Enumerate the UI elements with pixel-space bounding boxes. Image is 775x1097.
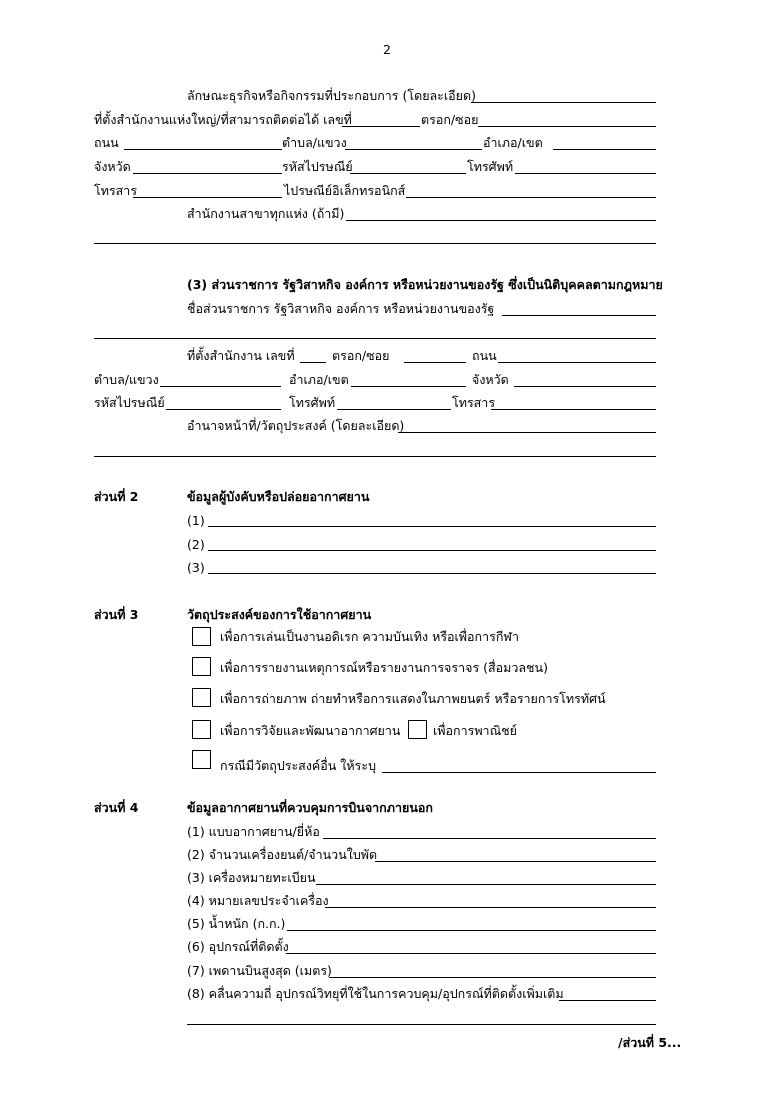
hq-province-label: จังหวัด: [94, 159, 131, 174]
weight-field[interactable]: [287, 930, 656, 931]
hq-district-field[interactable]: [553, 149, 656, 150]
max-altitude-field[interactable]: [329, 977, 656, 978]
part-3-label: ส่วนที่ 3: [94, 607, 139, 622]
gov-fax-field[interactable]: [491, 409, 656, 410]
gov-lane-label: ตรอก/ซอย: [332, 348, 390, 363]
gov-subdistrict-field[interactable]: [160, 386, 281, 387]
part-2-label: ส่วนที่ 2: [94, 489, 139, 504]
gov-province-label: จังหวัด: [472, 372, 509, 387]
gov-name-field-2[interactable]: [94, 338, 656, 339]
operator-3-field[interactable]: [208, 573, 656, 574]
hq-fax-field[interactable]: [133, 197, 282, 198]
frequency-label: (8) คลื่นความถี่ อุปกรณ์วิทยุที่ใช้ในการควบคุม/อุปกรณ์ที่ติดตั้งเพิ่มเติม: [187, 986, 564, 1001]
hq-road-field[interactable]: [124, 149, 282, 150]
hq-number-field[interactable]: [342, 126, 420, 127]
gov-district-field[interactable]: [351, 386, 466, 387]
hq-phone-label: โทรศัพท์: [467, 159, 514, 174]
gov-authority-field[interactable]: [398, 432, 656, 433]
purpose-other-checkbox[interactable]: [192, 750, 211, 769]
purpose-hobby-checkbox[interactable]: [192, 627, 211, 646]
purpose-news-checkbox[interactable]: [192, 657, 211, 676]
gov-road-field[interactable]: [498, 362, 656, 363]
part-2-item-2: (2): [187, 537, 205, 552]
frequency-field-2[interactable]: [187, 1024, 656, 1025]
continuation-note: /ส่วนที่ 5...: [618, 1035, 682, 1050]
purpose-research-checkbox[interactable]: [192, 720, 211, 739]
aircraft-model-field[interactable]: [323, 838, 656, 839]
gov-province-field[interactable]: [514, 386, 656, 387]
hq-lane-field[interactable]: [478, 126, 656, 127]
gov-phone-label: โทรศัพท์: [289, 395, 336, 410]
purpose-hobby-label: เพื่อการเล่นเป็นงานอดิเรก ความบันเทิง หรือเพื่อการกีฬา: [220, 629, 519, 644]
hq-email-label: ไปรษณีย์อิเล็กทรอนิกส์: [284, 183, 406, 198]
max-altitude-label: (7) เพดานบินสูงสุด (เมตร): [187, 963, 332, 978]
gov-number-field[interactable]: [300, 362, 326, 363]
engine-count-label: (2) จำนวนเครื่องยนต์/จำนวนใบพัด: [187, 847, 378, 862]
hq-address-label: ที่ตั้งสำนักงานแห่งใหญ่/ที่สามารถติดต่อได้ เลขที่: [94, 112, 352, 127]
part-2-item-1: (1): [187, 513, 205, 528]
gov-authority-field-2[interactable]: [94, 456, 656, 457]
gov-district-label: อำเภอ/เขต: [289, 372, 349, 387]
hq-province-field[interactable]: [133, 173, 282, 174]
purpose-commercial-checkbox[interactable]: [408, 720, 427, 739]
weight-label: (5) น้ำหนัก (ก.ก.): [187, 916, 286, 931]
purpose-research-label: เพื่อการวิจัยและพัฒนาอากาศยาน: [220, 723, 401, 738]
branches-field-2[interactable]: [94, 243, 656, 244]
registration-field[interactable]: [316, 884, 656, 885]
frequency-field[interactable]: [559, 1000, 656, 1001]
hq-phone-field[interactable]: [515, 173, 656, 174]
hq-subdistrict-field[interactable]: [345, 149, 482, 150]
hq-road-label: ถนน: [94, 135, 119, 150]
hq-fax-label: โทรสาร: [94, 183, 138, 198]
gov-name-label: ชื่อส่วนราชการ รัฐวิสาหกิจ องค์การ หรือหน่วยงานของรัฐ: [187, 301, 495, 316]
operator-1-field[interactable]: [208, 526, 656, 527]
gov-phone-field[interactable]: [337, 409, 451, 410]
purpose-commercial-label: เพื่อการพาณิชย์: [433, 723, 517, 738]
registration-label: (3) เครื่องหมายทะเบียน: [187, 870, 316, 885]
purpose-photo-label: เพื่อการถ่ายภาพ ถ่ายทำหรือการแสดงในภาพยนตร์ หรือรายการโทรทัศน์: [220, 691, 606, 706]
branches-field[interactable]: [346, 220, 656, 221]
gov-authority-label: อำนาจหน้าที่/วัตถุประสงค์ (โดยละเอียด): [187, 418, 405, 433]
aircraft-model-label: (1) แบบอากาศยาน/ยี่ห้อ: [187, 824, 320, 839]
purpose-other-field[interactable]: [382, 772, 656, 773]
branches-label: สำนักงานสาขาทุกแห่ง (ถ้ามี): [187, 206, 345, 221]
purpose-photo-checkbox[interactable]: [192, 688, 211, 707]
gov-subdistrict-label: ตำบล/แขวง: [94, 372, 159, 387]
part-2-title: ข้อมูลผู้บังคับหรือปล่อยอากาศยาน: [187, 489, 370, 504]
gov-name-field[interactable]: [502, 315, 656, 316]
equipment-label: (6) อุปกรณ์ที่ติดตั้ง: [187, 939, 289, 954]
equipment-field[interactable]: [286, 953, 656, 954]
operator-2-field[interactable]: [208, 550, 656, 551]
hq-email-field[interactable]: [406, 197, 656, 198]
gov-postcode-label: รหัสไปรษณีย์: [94, 395, 165, 410]
hq-postcode-field[interactable]: [350, 173, 466, 174]
page-number: 2: [383, 42, 391, 57]
gov-fax-label: โทรสาร: [452, 395, 496, 410]
part-2-item-3: (3): [187, 560, 205, 575]
part-3-title: วัตถุประสงค์ของการใช้อากาศยาน: [187, 607, 372, 622]
hq-lane-label: ตรอก/ซอย: [421, 112, 479, 127]
hq-district-label: อำเภอ/เขต: [483, 135, 543, 150]
purpose-other-label: กรณีมีวัตถุประสงค์อื่น ให้ระบุ: [220, 758, 377, 773]
business-nature-field[interactable]: [471, 102, 656, 103]
purpose-news-label: เพื่อการรายงานเหตุการณ์หรือรายงานการจราจร (สื่อมวลชน): [220, 660, 548, 675]
gov-lane-field[interactable]: [404, 362, 466, 363]
serial-number-label: (4) หมายเลขประจำเครื่อง: [187, 893, 329, 908]
part-4-label: ส่วนที่ 4: [94, 800, 139, 815]
gov-road-label: ถนน: [472, 348, 497, 363]
gov-postcode-field[interactable]: [166, 409, 281, 410]
business-nature-label: ลักษณะธุรกิจหรือกิจกรรมที่ประกอบการ (โดยละเอียด): [187, 88, 476, 103]
hq-subdistrict-label: ตำบล/แขวง: [282, 135, 347, 150]
gov-office-label: ที่ตั้งสำนักงาน เลขที่: [187, 348, 295, 363]
hq-postcode-label: รหัสไปรษณีย์: [282, 159, 353, 174]
section-3-heading: (3) ส่วนราชการ รัฐวิสาหกิจ องค์การ หรือหน่วยงานของรัฐ ซึ่งเป็นนิติบุคคลตามกฎหมาย: [187, 277, 663, 292]
part-4-title: ข้อมูลอากาศยานที่ควบคุมการบินจากภายนอก: [187, 800, 433, 815]
engine-count-field[interactable]: [375, 861, 656, 862]
serial-number-field[interactable]: [325, 907, 656, 908]
